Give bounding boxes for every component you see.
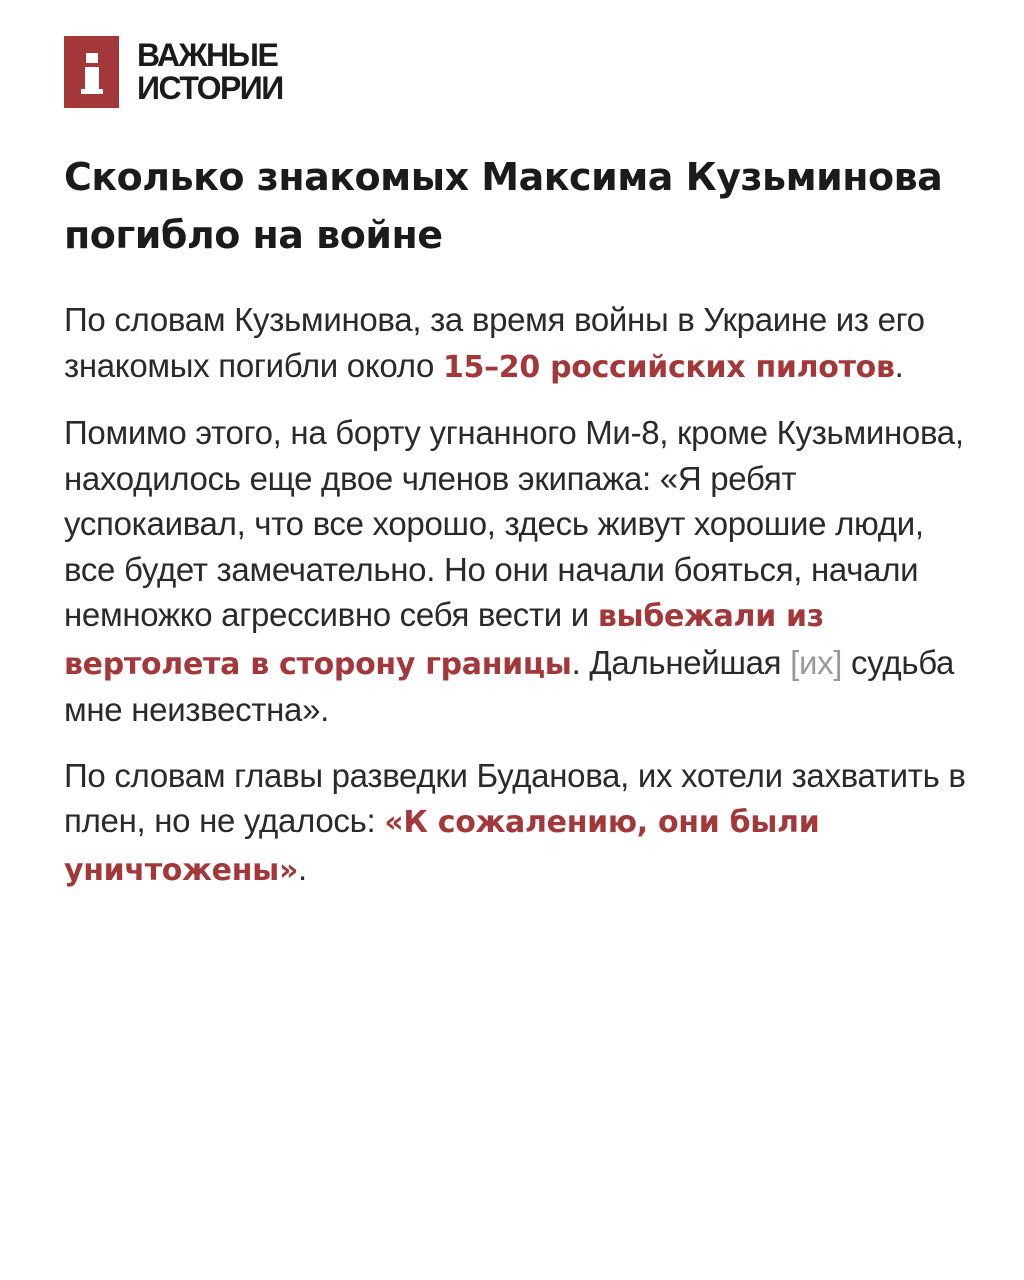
text: По словам Кузьминова, за время войны в Украине из его знакомых погибли около	[64, 301, 925, 384]
paragraph-pilots-killed	[64, 297, 974, 390]
info-logo-icon	[64, 36, 119, 108]
text: .	[894, 346, 904, 384]
text: . Дальнейшая	[571, 643, 791, 681]
text: судьба мне неизвестна».	[64, 643, 955, 728]
article-card	[64, 36, 974, 893]
highlight: выбежали из вертолета в сторону границы	[64, 599, 824, 682]
highlight: 15–20 российских пилотов	[442, 349, 895, 385]
text: Помимо этого, на борту угнанного Ми-8, кроме Кузьминова, находилось еще двое членов экипажа: «Я ребят успокаивал, что все хорошо, здесь живут хорошие люди, все будет замечательно. Но они начали бояться, начали немножко агрессивно себя вести и	[64, 414, 964, 633]
paragraph-budanov	[64, 753, 974, 894]
brand-name-line2: ИСТОРИИ	[137, 70, 283, 106]
article-title: Сколько знакомых Максима Кузьминова погибло на войне	[64, 155, 943, 257]
text: .	[298, 849, 307, 887]
brand-name-line1: ВАЖНЫЕ	[137, 37, 278, 73]
text: По словам главы разведки Буданова, их хотели захватить в плен, но не удалось:	[64, 756, 966, 839]
brand-name	[137, 39, 283, 105]
bracket-insert: [их]	[790, 643, 843, 681]
paragraph-crew-quote	[64, 410, 974, 733]
brand-header	[64, 36, 974, 108]
highlight-quote: «К сожалению, они были уничтожены»	[64, 805, 820, 888]
